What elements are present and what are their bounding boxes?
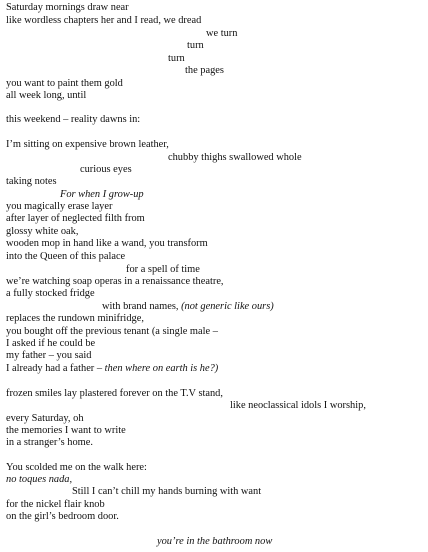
poem-line: like neoclassical idols I worship, [230,400,366,411]
poem-line: glossy white oak, [6,226,79,237]
poem-line: wooden mop in hand like a wand, you transform [6,238,208,249]
poem-line: Saturday mornings draw near [6,2,129,13]
poem-line: I’m sitting on expensive brown leather, [6,139,169,150]
poem-line: for a spell of time [126,264,200,275]
poem-line: taking notes [6,176,57,187]
poem-line: You scolded me on the walk here: [6,462,147,473]
poem-line-segment: I already had a father – [6,363,105,374]
poem-line: we turn [206,28,238,39]
poem-line: you’re in the bathroom now [157,536,273,547]
poem-line: Still I can’t chill my hands burning with want [72,486,262,497]
poem-line: on the girl’s bedroom door. [6,511,119,522]
poem-line: after layer of neglected filth from [6,213,145,224]
poem-line: we’re watching soap operas in a renaissance theatre, [6,276,224,287]
poem-line: I asked if he could be [6,338,96,349]
poem-line: replaces the rundown minifridge, [6,313,144,324]
poem-line: For when I grow-up [60,189,144,200]
poem-line: my father – you said [6,350,92,361]
poem-line: you magically erase layer [6,201,113,212]
poem-line: into the Queen of this palace [6,251,126,262]
poem-line-segment: (not generic like ours) [181,301,274,312]
poem-line: every Saturday, oh [6,413,84,424]
poem-line: in a stranger’s home. [6,437,93,448]
poem-line: no toques nada, [6,474,73,485]
poem-line [102,301,274,313]
poem-line [6,363,218,375]
poem-line-segment: with brand names, [102,301,182,312]
poem-line: like wordless chapters her and I read, we dread [6,15,202,26]
poem-line: all week long, until [6,90,87,101]
poem-line: you bought off the previous tenant (a single male – [6,326,218,337]
poem-line: turn [168,53,185,64]
poem-line: chubby thighs swallowed whole [168,152,302,163]
poem-line: you want to paint them gold [6,78,123,89]
poem-line-segment: then where on earth is he?) [104,363,219,374]
poem-line: this weekend – reality dawns in: [6,114,141,125]
poem-line: curious eyes [80,164,132,175]
poem-line: frozen smiles lay plastered forever on the T.V stand, [6,388,223,399]
poem-line: turn [187,40,204,51]
poem-line: a fully stocked fridge [6,288,95,299]
poem-line: the memories I want to write [6,425,126,436]
poem-line: the pages [185,65,224,76]
poem-line: for the nickel flair knob [6,499,105,510]
